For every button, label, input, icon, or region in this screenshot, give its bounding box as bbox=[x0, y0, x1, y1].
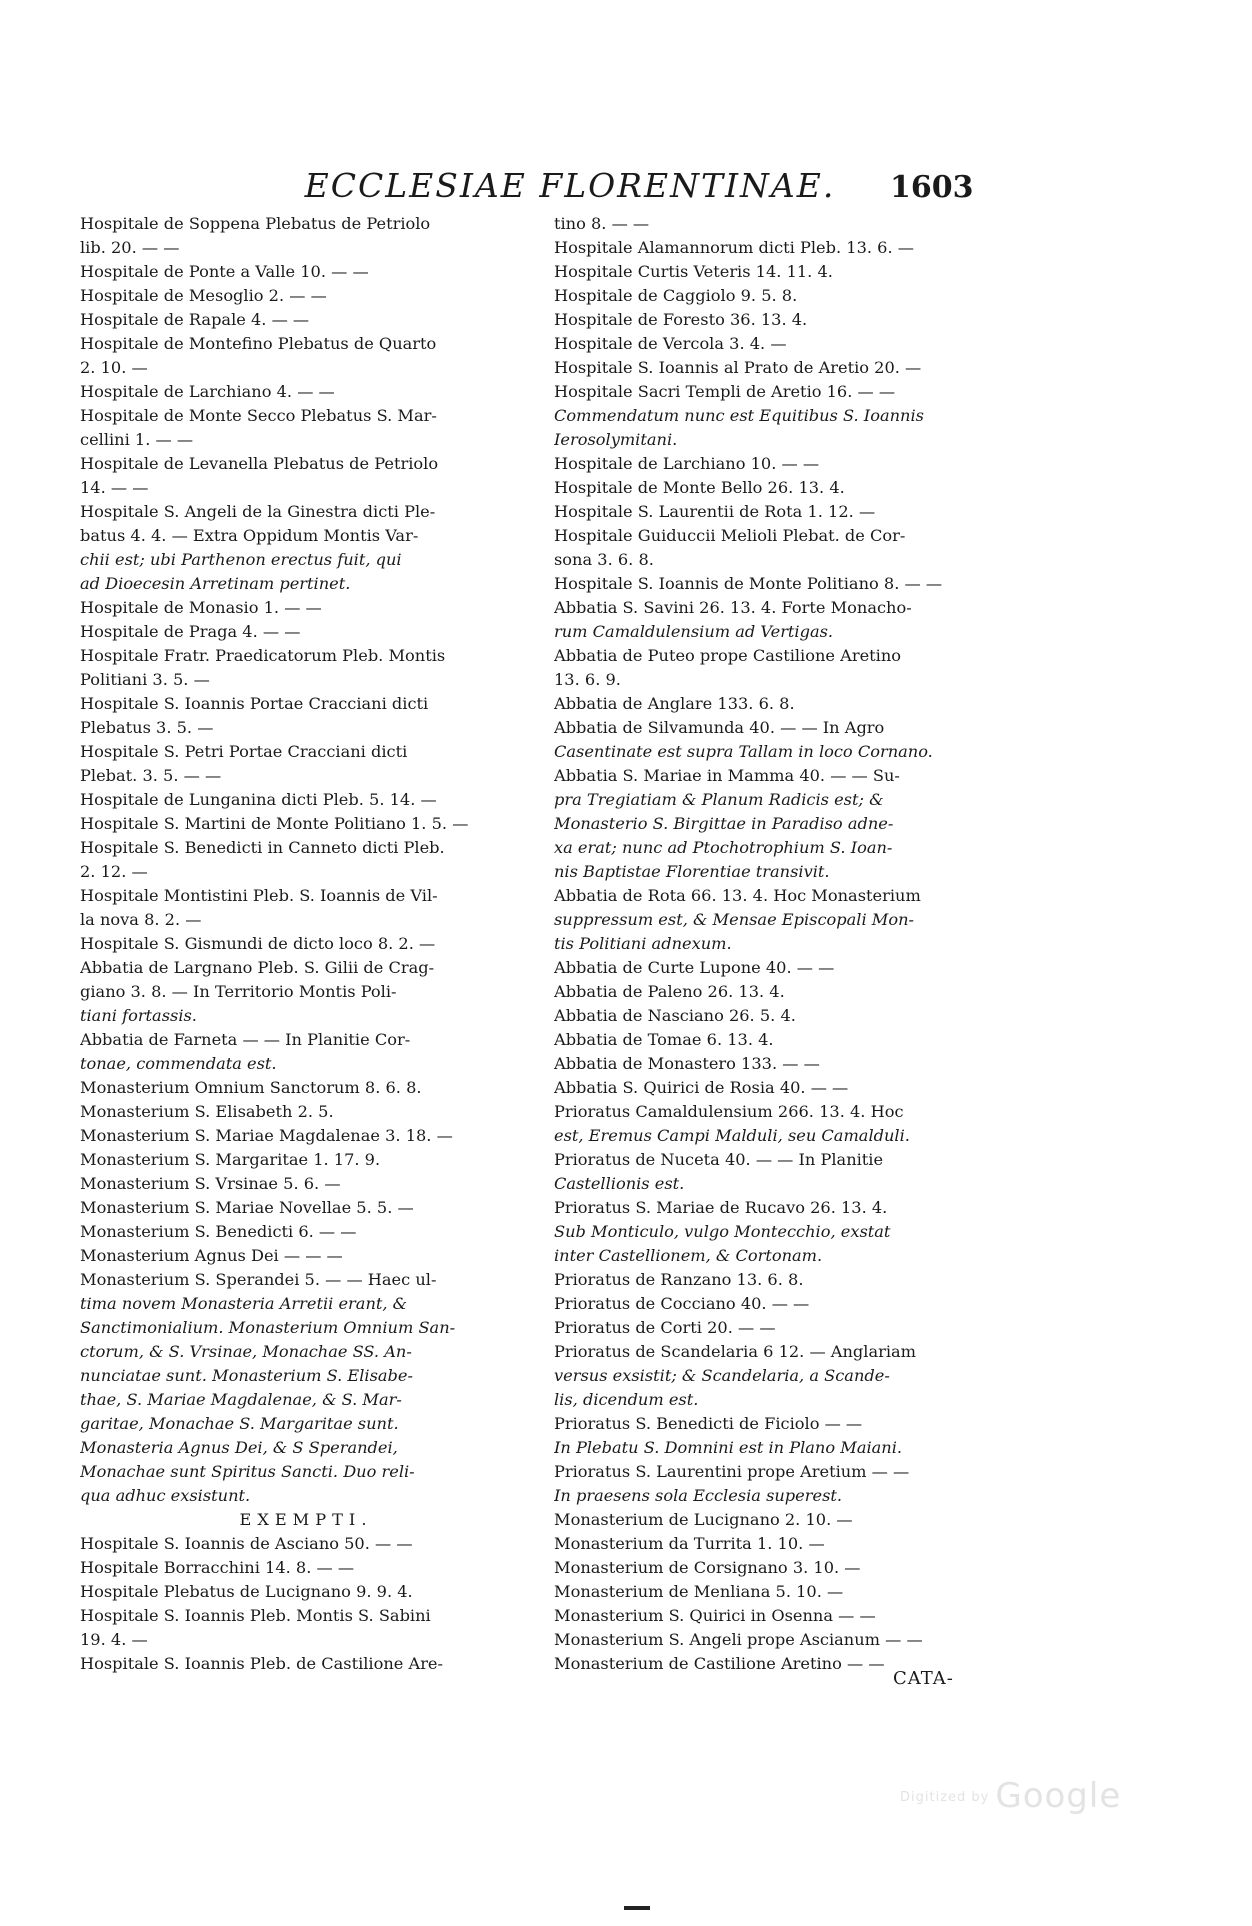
text-line: lis, dicendum est. bbox=[554, 1390, 699, 1409]
text-line: Abbatia de Largnano Pleb. S. Gilii de Crag- bbox=[80, 958, 435, 977]
text-line: Monasterium S. Angeli prope Ascianum — — bbox=[554, 1630, 923, 1649]
text-line: Monasterio S. Birgittae in Paradiso adne- bbox=[554, 814, 894, 833]
text-line: Abbatia S. Quirici de Rosia 40. — — bbox=[554, 1078, 849, 1097]
text-line: Hospitale Curtis Veteris 14. 11. 4. bbox=[554, 262, 833, 281]
text-line: tonae, commendata est. bbox=[80, 1054, 277, 1073]
text-line: Prioratus S. Mariae de Rucavo 26. 13. 4. bbox=[554, 1198, 888, 1217]
text-line: Hospitale S. Petri Portae Cracciani dicti bbox=[80, 742, 408, 761]
text-line: Hospitale de Mesoglio 2. — — bbox=[80, 286, 327, 305]
text-line: Abbatia S. Mariae in Mamma 40. — — Su- bbox=[554, 766, 900, 785]
text-line: Hospitale de Monte Secco Plebatus S. Mar- bbox=[80, 406, 437, 425]
text-line: pra Tregiatiam & Planum Radicis est; & bbox=[554, 790, 884, 809]
text-line: Hospitale de Montefino Plebatus de Quarto bbox=[80, 334, 437, 353]
text-line: cellini 1. — — bbox=[80, 430, 194, 449]
text-line: Sub Monticulo, vulgo Montecchio, exstat bbox=[554, 1222, 891, 1241]
text-line: tis Politiani adnexum. bbox=[554, 934, 732, 953]
text-line: inter Castellionem, & Cortonam. bbox=[554, 1246, 823, 1265]
text-line: sona 3. 6. 8. bbox=[554, 550, 654, 569]
watermark-prefix: Digitized by bbox=[900, 1790, 990, 1805]
text-line: Monasterium S. Mariae Magdalenae 3. 18. — bbox=[80, 1126, 453, 1145]
text-line: Hospitale de Levanella Plebatus de Petriolo bbox=[80, 454, 439, 473]
text-line: Hospitale Plebatus de Lucignano 9. 9. 4. bbox=[80, 1582, 413, 1601]
text-line: Hospitale S. Ioannis de Monte Politiano 8. — — bbox=[554, 574, 943, 593]
text-line: batus 4. 4. — Extra Oppidum Montis Var- bbox=[80, 526, 419, 545]
text-line: Hospitale Guiduccii Melioli Plebat. de Cor- bbox=[554, 526, 906, 545]
text-line: versus exsistit; & Scandelaria, a Scande- bbox=[554, 1366, 890, 1385]
text-line: Hospitale S. Ioannis al Prato de Aretio 20. — bbox=[554, 358, 922, 377]
text-line: Commendatum nunc est Equitibus S. Ioannis bbox=[554, 406, 924, 425]
text-line: Prioratus Camaldulensium 266. 13. 4. Hoc bbox=[554, 1102, 904, 1121]
text-line: tiani fortassis. bbox=[80, 1006, 197, 1025]
text-line: Hospitale S. Ioannis Pleb. Montis S. Sabini bbox=[80, 1606, 431, 1625]
text-line: Monasterium de Menliana 5. 10. — bbox=[554, 1582, 844, 1601]
scan-edge-mark bbox=[624, 1906, 650, 1910]
text-line: Hospitale Montistini Pleb. S. Ioannis de Vil- bbox=[80, 886, 438, 905]
text-line: Abbatia de Curte Lupone 40. — — bbox=[554, 958, 835, 977]
text-line: nis Baptistae Florentiae transivit. bbox=[554, 862, 830, 881]
text-line: Abbatia de Monastero 133. — — bbox=[554, 1054, 820, 1073]
text-line: Monasterium de Castilione Aretino — — bbox=[554, 1654, 885, 1673]
text-line: Hospitale S. Ioannis de Asciano 50. — — bbox=[80, 1534, 413, 1553]
text-line: Hospitale de Soppena Plebatus de Petriolo bbox=[80, 214, 431, 233]
text-line: xa erat; nunc ad Ptochotrophium S. Ioan- bbox=[554, 838, 893, 857]
text-line: thae, S. Mariae Magdalenae, & S. Mar- bbox=[80, 1390, 402, 1409]
running-title: ECCLESIAE FLORENTINAE. bbox=[304, 166, 836, 205]
text-line: Hospitale S. Laurentii de Rota 1. 12. — bbox=[554, 502, 876, 521]
text-line: Prioratus de Corti 20. — — bbox=[554, 1318, 776, 1337]
text-line: Abbatia de Farneta — — In Planitie Cor- bbox=[80, 1030, 411, 1049]
text-line: Plebat. 3. 5. — — bbox=[80, 766, 222, 785]
text-line: Abbatia S. Savini 26. 13. 4. Forte Monacho- bbox=[554, 598, 912, 617]
text-line: est, Eremus Campi Malduli, seu Camalduli. bbox=[554, 1126, 910, 1145]
text-line: Hospitale de Monte Bello 26. 13. 4. bbox=[554, 478, 845, 497]
text-line: Casentinate est supra Tallam in loco Cornano. bbox=[554, 742, 933, 761]
text-line: Hospitale Fratr. Praedicatorum Pleb. Montis bbox=[80, 646, 446, 665]
text-line: Prioratus S. Benedicti de Ficiolo — — bbox=[554, 1414, 863, 1433]
text-line: Monasterium Omnium Sanctorum 8. 6. 8. bbox=[80, 1078, 422, 1097]
text-line: Hospitale S. Benedicti in Canneto dicti Pleb. bbox=[80, 838, 445, 857]
right-text-column bbox=[554, 212, 1006, 1676]
text-line: Hospitale Sacri Templi de Aretio 16. — — bbox=[554, 382, 896, 401]
text-line: nunciatae sunt. Monasterium S. Elisabe- bbox=[80, 1366, 413, 1385]
text-line: Monasterium Agnus Dei — — — bbox=[80, 1246, 343, 1265]
text-line: Hospitale de Larchiano 10. — — bbox=[554, 454, 820, 473]
text-line: Monasterium S. Elisabeth 2. 5. bbox=[80, 1102, 334, 1121]
text-line: chii est; ubi Parthenon erectus fuit, qui bbox=[80, 550, 402, 569]
text-line: Ierosolymitani. bbox=[554, 430, 678, 449]
text-line: suppressum est, & Mensae Episcopali Mon- bbox=[554, 910, 915, 929]
text-line: Monachae sunt Spiritus Sancti. Duo reli- bbox=[80, 1462, 415, 1481]
text-line: Abbatia de Silvamunda 40. — — In Agro bbox=[554, 718, 885, 737]
text-line: Monasteria Agnus Dei, & S Sperandei, bbox=[80, 1438, 398, 1457]
text-line: 19. 4. — bbox=[80, 1630, 148, 1649]
text-line: tima novem Monasteria Arretii erant, & bbox=[80, 1294, 408, 1313]
text-line: Abbatia de Puteo prope Castilione Aretino bbox=[554, 646, 901, 665]
text-line: In Plebatu S. Domnini est in Plano Maiani. bbox=[554, 1438, 903, 1457]
text-line: Monasterium S. Quirici in Osenna — — bbox=[554, 1606, 876, 1625]
page-number: 1603 bbox=[890, 170, 974, 205]
text-line: Monasterium S. Margaritae 1. 17. 9. bbox=[80, 1150, 381, 1169]
text-line: qua adhuc exsistunt. bbox=[80, 1486, 251, 1505]
text-line: Prioratus de Nuceta 40. — — In Planitie bbox=[554, 1150, 884, 1169]
text-line: EXEMPTI. bbox=[239, 1510, 373, 1529]
text-line: Hospitale de Foresto 36. 13. 4. bbox=[554, 310, 808, 329]
text-line: ad Dioecesin Arretinam pertinet. bbox=[80, 574, 351, 593]
text-line: la nova 8. 2. — bbox=[80, 910, 202, 929]
text-line: Hospitale de Vercola 3. 4. — bbox=[554, 334, 787, 353]
text-line: Sanctimonialium. Monasterium Omnium San- bbox=[80, 1318, 456, 1337]
text-line: 14. — — bbox=[80, 478, 149, 497]
text-line: Abbatia de Nasciano 26. 5. 4. bbox=[554, 1006, 796, 1025]
text-line: Hospitale de Ponte a Valle 10. — — bbox=[80, 262, 369, 281]
running-header bbox=[0, 166, 1252, 206]
text-line: 13. 6. 9. bbox=[554, 670, 621, 689]
text-line: Monasterium da Turrita 1. 10. — bbox=[554, 1534, 825, 1553]
text-line: Hospitale Alamannorum dicti Pleb. 13. 6. — bbox=[554, 238, 914, 257]
text-line: garitae, Monachae S. Margaritae sunt. bbox=[80, 1414, 399, 1433]
digitization-watermark bbox=[900, 1776, 1121, 1816]
text-line: 2. 12. — bbox=[80, 862, 148, 881]
text-line: Prioratus de Cocciano 40. — — bbox=[554, 1294, 810, 1313]
text-line: Hospitale de Monasio 1. — — bbox=[80, 598, 322, 617]
text-line: Hospitale S. Ioannis Pleb. de Castilione Are- bbox=[80, 1654, 443, 1673]
text-line: lib. 20. — — bbox=[80, 238, 180, 257]
text-line: Monasterium S. Mariae Novellae 5. 5. — bbox=[80, 1198, 414, 1217]
text-line: rum Camaldulensium ad Vertigas. bbox=[554, 622, 834, 641]
text-line: Abbatia de Anglare 133. 6. 8. bbox=[554, 694, 795, 713]
text-line: Hospitale de Lunganina dicti Pleb. 5. 14. — bbox=[80, 790, 437, 809]
text-line: tino 8. — — bbox=[554, 214, 650, 233]
text-line: Monasterium de Lucignano 2. 10. — bbox=[554, 1510, 853, 1529]
text-line: Hospitale S. Gismundi de dicto loco 8. 2. — bbox=[80, 934, 436, 953]
text-line: ctorum, & S. Vrsinae, Monachae SS. An- bbox=[80, 1342, 412, 1361]
text-line: Hospitale Borracchini 14. 8. — — bbox=[80, 1558, 355, 1577]
text-line: Hospitale de Praga 4. — — bbox=[80, 622, 301, 641]
text-line: Monasterium S. Benedicti 6. — — bbox=[80, 1222, 357, 1241]
text-line: Politiani 3. 5. — bbox=[80, 670, 210, 689]
text-line: 2. 10. — bbox=[80, 358, 148, 377]
text-line: Abbatia de Paleno 26. 13. 4. bbox=[554, 982, 785, 1001]
text-line: In praesens sola Ecclesia superest. bbox=[554, 1486, 843, 1505]
text-line: Hospitale S. Angeli de la Ginestra dicti Ple- bbox=[80, 502, 436, 521]
text-line: Hospitale de Caggiolo 9. 5. 8. bbox=[554, 286, 798, 305]
left-text-column bbox=[80, 212, 532, 1676]
text-line: Castellionis est. bbox=[554, 1174, 685, 1193]
text-line: Hospitale de Rapale 4. — — bbox=[80, 310, 310, 329]
google-logo-text: Google bbox=[995, 1776, 1122, 1816]
text-line: Monasterium de Corsignano 3. 10. — bbox=[554, 1558, 861, 1577]
text-line: Abbatia de Tomae 6. 13. 4. bbox=[554, 1030, 774, 1049]
text-line: Monasterium S. Vrsinae 5. 6. — bbox=[80, 1174, 341, 1193]
text-line: Monasterium S. Sperandei 5. — — Haec ul- bbox=[80, 1270, 437, 1289]
text-line: Prioratus de Scandelaria 6 12. — Anglariam bbox=[554, 1342, 917, 1361]
text-line: giano 3. 8. — In Territorio Montis Poli- bbox=[80, 982, 397, 1001]
text-line: Abbatia de Rota 66. 13. 4. Hoc Monasterium bbox=[554, 886, 921, 905]
text-line: Hospitale de Larchiano 4. — — bbox=[80, 382, 335, 401]
text-line: Prioratus de Ranzano 13. 6. 8. bbox=[554, 1270, 804, 1289]
text-line: Prioratus S. Laurentini prope Aretium — — bbox=[554, 1462, 910, 1481]
text-line: Hospitale S. Martini de Monte Politiano 1. 5. — bbox=[80, 814, 469, 833]
text-line: Plebatus 3. 5. — bbox=[80, 718, 214, 737]
text-line: Hospitale S. Ioannis Portae Cracciani dicti bbox=[80, 694, 429, 713]
catchword: CATA- bbox=[893, 1668, 954, 1689]
